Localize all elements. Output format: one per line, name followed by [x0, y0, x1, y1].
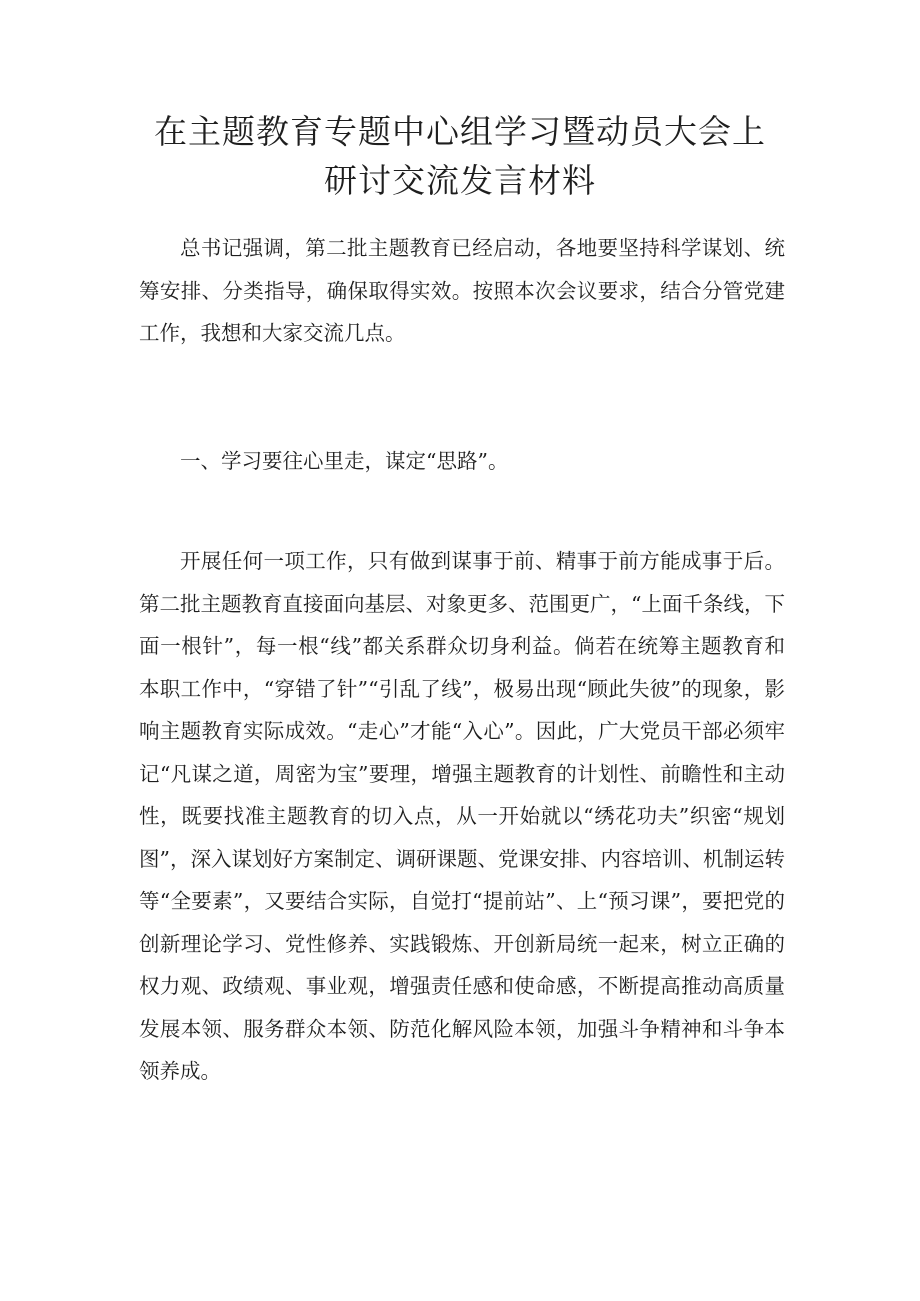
document-title-line-1: 在主题教育专题中心组学习暨动员大会上	[154, 112, 766, 151]
document-title-line-2: 研讨交流发言材料	[324, 161, 596, 200]
intro-paragraph: 总书记强调，第二批主题教育已经启动，各地要坚持科学谋划、统筹安排、分类指导，确保取得实效。按照本次会议要求，结合分管党建工作，我想和大家交流几点。	[139, 236, 785, 345]
section-1-body: 开展任何一项工作，只有做到谋事于前、精事于前方能成事于后。第二批主题教育直接面向基层、对象更多、范围更广，“上面千条线，下面一根针”，每一根“线”都关系群众切身利益。倘若在统筹主题教育和本职工作中，“穿错了针”“引乱了线”，极易出现“顾此失彼”的现象，影响主题教育实际成效。“走心”才能“入心”。因此，广大党员干部必须牢记“凡谋之道，周密为宝”要理，增强主题教育的计划性、前瞻性和主动性，既要找准主题教育的切入点，从一开始就以“绣花功夫”织密“规划图”，深入谋划好方案制定、调研课题、党课安排、内容培训、机制运转等“全要素”，又要结合实际，自觉打“提前站”、上“预习课”，要把党的创新理论学习、党性修养、实践锻炼、开创新局统一起来，树立正确的权力观、政绩观、事业观，增强责任感和使命感，不断提高推动高质量发展本领、服务群众本领、防范化解风险本领，加强斗争精神和斗争本领养成。	[139, 549, 785, 1083]
section-1-heading: 一、学习要往心里走，谋定“思路”。	[180, 449, 509, 473]
